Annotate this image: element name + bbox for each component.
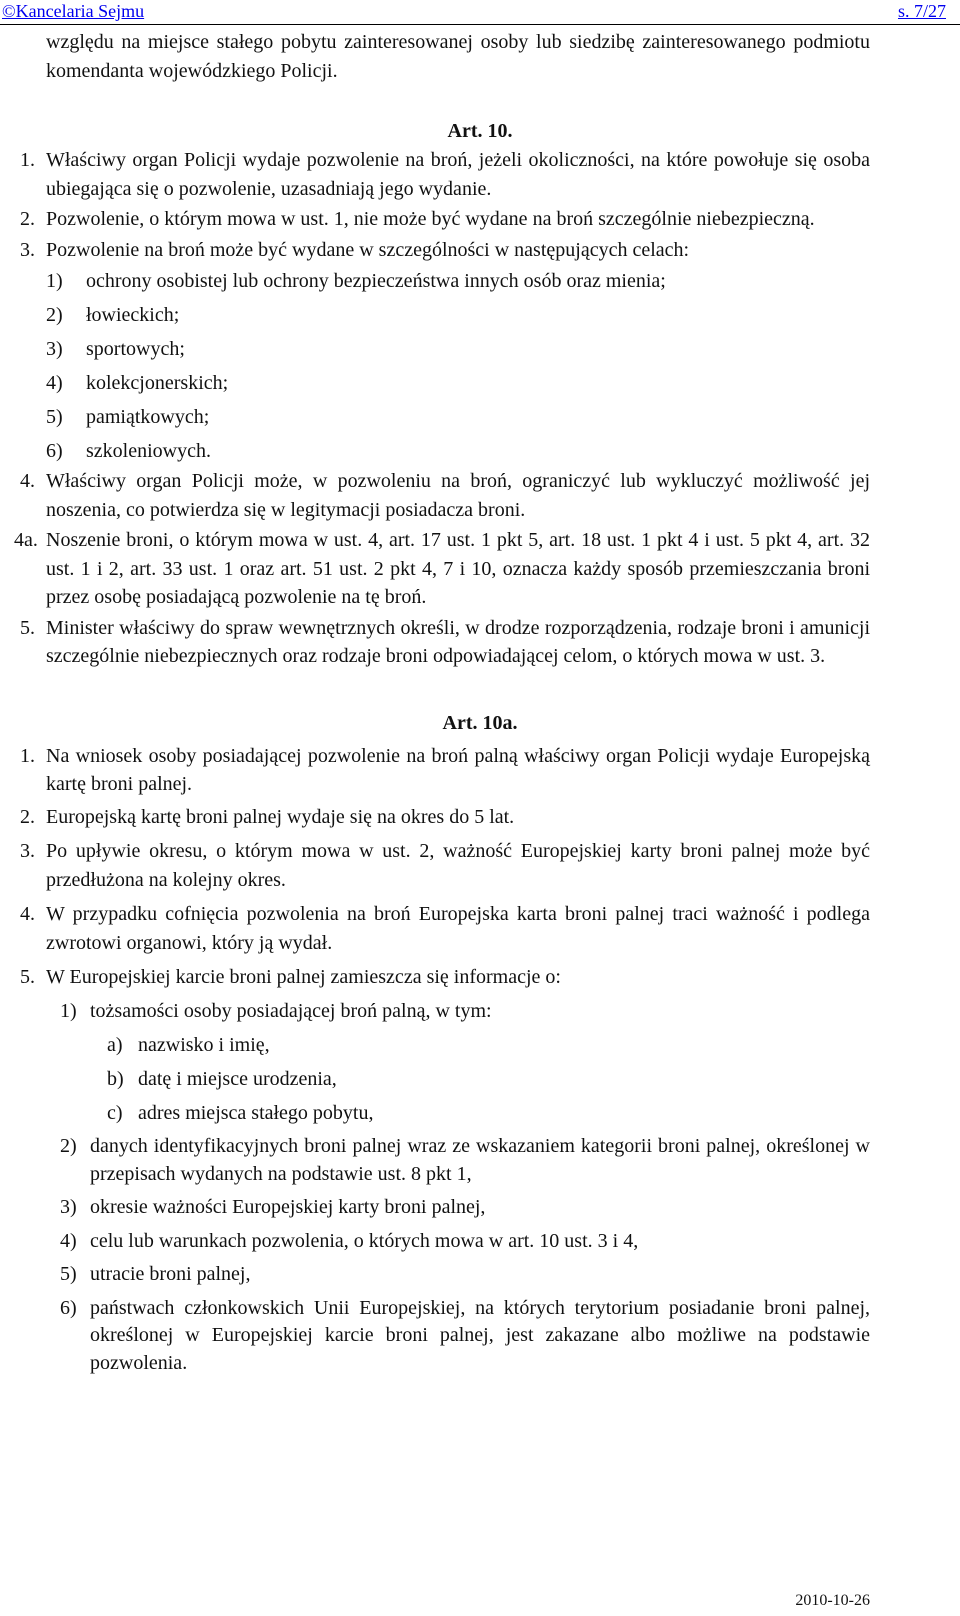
document-content [0, 28, 960, 1377]
list-item [0, 301, 960, 329]
sub-list-item [0, 1099, 960, 1127]
list-number: 2) [60, 1135, 77, 1157]
paragraph-number: 5. [20, 966, 35, 988]
list-number: 4) [60, 1229, 77, 1252]
paragraph-number: 1. [20, 744, 35, 767]
art10a-p4 [0, 900, 960, 957]
paragraph-text: Właściwy organ Policji może, w pozwoleniu na broń, ograniczyć lub wykluczyć możliwość jej noszenia, co potwierdza się w legitymacji posiadacza broni. [46, 470, 870, 521]
paragraph-number: 4. [20, 903, 35, 925]
paragraph-number: 3. [20, 238, 35, 261]
list-item [0, 998, 960, 1026]
article-10-title: Art. 10. [447, 120, 513, 142]
paragraph-text: Noszenie broni, o którym mowa w ust. 4, art. 17 ust. 1 pkt 5, art. 18 ust. 1 pkt 4 i ust. 5 pkt 4, art. 32 ust. 1 i 2, art. 33 ust. 1 oraz art. 51 ust. 2 pkt 4, 7 i 10, oznacza każdy sposób przemieszczania broni przez osobę posiadającą pozwolenie na tę broń. [46, 529, 870, 608]
list-number: 5) [60, 1263, 77, 1285]
list-text: sportowych; [86, 338, 185, 360]
art10-p2 [0, 205, 960, 234]
list-item [0, 1133, 960, 1188]
list-text: tożsamości osoby posiadającej broń palną, w tym: [90, 999, 492, 1022]
paragraph-text: Na wniosek osoby posiadającej pozwolenie na broń palną właściwy organ Policji wydaje Europejską kartę broni palnej. [46, 744, 870, 795]
paragraph-number: 5. [20, 616, 35, 639]
sub-list-item [0, 1065, 960, 1093]
paragraph-text: Pozwolenie na broń może być wydane w szczególności w następujących celach: [46, 238, 690, 261]
copyright-link[interactable]: ©Kancelaria Sejmu [2, 1, 145, 21]
page-number-link[interactable]: s. 7/27 [897, 1, 946, 21]
list-text: adres miejsca stałego pobytu, [138, 1102, 374, 1124]
list-text: państwach członkowskich Unii Europejskiej, na których terytorium posiadanie broni palnej, określonej w Europejskiej karcie broni palnej, jest zakazane albo możliwe na podstawie pozwolenia. [90, 1296, 870, 1374]
sub-list-item [0, 1031, 960, 1059]
list-item [0, 1295, 960, 1378]
list-text: łowieckich; [86, 304, 180, 326]
list-item [0, 403, 960, 431]
list-item [0, 1228, 960, 1256]
art10-p1 [0, 146, 960, 203]
art10a-p3 [0, 837, 960, 894]
list-item [0, 1261, 960, 1289]
paragraph-number: 1. [20, 149, 35, 171]
list-text: ochrony osobistej lub ochrony bezpieczeństwa innych osób oraz mienia; [86, 270, 666, 292]
paragraph-number: 3. [20, 840, 35, 862]
intro-paragraph: względu na miejsce stałego pobytu zainteresowanej osoby lub siedzibę zainteresowanego podmiotu komendanta wojewódzkiego Policji. [46, 31, 870, 82]
list-item [0, 437, 960, 465]
art10-p5 [0, 614, 960, 671]
art10a-p5 [0, 963, 960, 992]
list-number: 2) [46, 304, 63, 326]
list-text: utracie broni palnej, [90, 1263, 251, 1285]
paragraph-text: W Europejskiej karcie broni palnej zamieszcza się informacje o: [46, 966, 561, 988]
paragraph-number: 4. [20, 470, 35, 492]
art10-p4 [0, 467, 960, 524]
paragraph-text: Europejską kartę broni palnej wydaje się na okres do 5 lat. [46, 805, 515, 828]
list-letter: c) [107, 1102, 123, 1124]
page-header [0, 0, 960, 25]
list-text: celu lub warunkach pozwolenia, o których mowa w art. 10 ust. 3 i 4, [90, 1229, 639, 1252]
list-text: okresie ważności Europejskiej karty broni palnej, [90, 1196, 486, 1218]
art10a-p2 [0, 803, 960, 832]
list-item [0, 335, 960, 363]
list-letter: b) [107, 1068, 124, 1090]
list-text: kolekcjonerskich; [86, 372, 229, 394]
list-text: szkoleniowych. [86, 440, 211, 462]
paragraph-text: Pozwolenie, o którym mowa w ust. 1, nie może być wydane na broń szczególnie niebezpieczną. [46, 208, 815, 230]
paragraph-number: 4a. [14, 529, 38, 551]
paragraph-text: W przypadku cofnięcia pozwolenia na broń Europejska karta broni palnej traci ważność i podlega zwrotowi organowi, który ją wydał. [46, 903, 870, 954]
paragraph-number: 2. [20, 208, 35, 230]
art10-p3 [0, 236, 960, 265]
list-text: datę i miejsce urodzenia, [138, 1068, 337, 1090]
art10-p4a [0, 526, 960, 612]
art10a-p1 [0, 742, 960, 799]
list-number: 1) [60, 999, 77, 1022]
paragraph-text: Minister właściwy do spraw wewnętrznych określi, w drodze rozporządzenia, rodzaje broni i amunicji szczególnie niebezpiecznych oraz rodzaje broni odpowiadającej celom, o których mowa w ust. 3. [46, 616, 870, 667]
list-item [0, 1194, 960, 1222]
list-text: pamiątkowych; [86, 406, 210, 428]
list-letter: a) [107, 1034, 123, 1056]
list-text: danych identyfikacyjnych broni palnej wraz ze wskazaniem kategorii broni palnej, określonej w przepisach wydanych na podstawie ust. 8 pkt 1, [90, 1135, 870, 1185]
list-number: 6) [60, 1296, 77, 1319]
list-number: 1) [46, 270, 63, 292]
paragraph-number: 2. [20, 805, 35, 828]
list-number: 5) [46, 406, 63, 428]
paragraph-text: Po upływie okresu, o którym mowa w ust. 2, ważność Europejskiej karty broni palnej może być przedłużona na kolejny okres. [46, 840, 870, 891]
list-number: 4) [46, 372, 63, 394]
list-number: 6) [46, 440, 63, 462]
document-date: 2010-10-26 [795, 1592, 870, 1609]
article-10a-title: Art. 10a. [442, 711, 518, 734]
list-number: 3) [46, 338, 63, 360]
list-number: 3) [60, 1196, 77, 1218]
paragraph-text: Właściwy organ Policji wydaje pozwolenie na broń, jeżeli okoliczności, na które powołuje się osoba ubiegająca się o pozwolenie, uzasadniają jego wydanie. [46, 149, 870, 200]
list-item [0, 267, 960, 295]
list-item [0, 369, 960, 397]
list-text: nazwisko i imię, [138, 1034, 270, 1056]
